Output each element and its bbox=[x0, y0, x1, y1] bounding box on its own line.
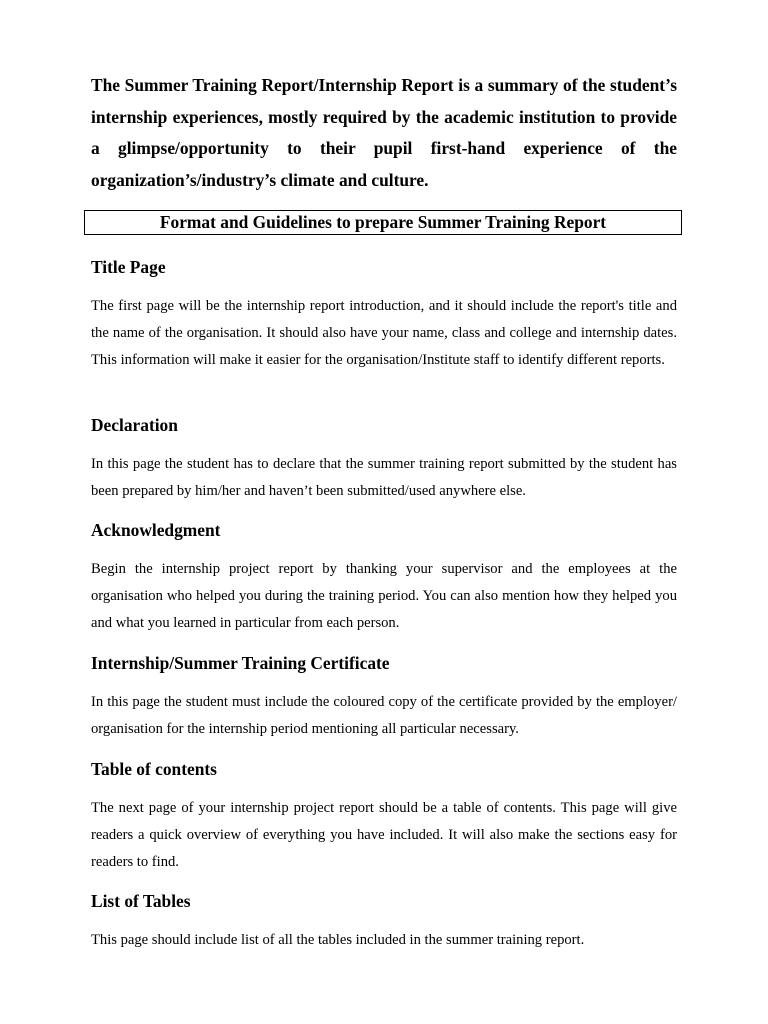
section-certificate bbox=[91, 651, 677, 743]
section-body: In this page the student has to declare that the summer training report submitted by the student has been prepared by him/her and haven’t been submitted/used anywhere else. bbox=[91, 456, 677, 499]
section-heading: Acknowledgment bbox=[91, 520, 221, 540]
section-title-page bbox=[91, 255, 677, 373]
section-list-of-tables bbox=[91, 889, 677, 954]
section-acknowledgment bbox=[91, 518, 677, 636]
format-guidelines-title: Format and Guidelines to prepare Summer Training Report bbox=[84, 210, 682, 235]
section-body: The first page will be the internship report introduction, and it should include the report's title and the name of the organisation. It should also have your name, class and college and internship dates. This information will make it easier for the organisation/Institute staff to identify different reports. bbox=[91, 298, 677, 368]
section-declaration bbox=[91, 413, 677, 505]
section-body: In this page the student must include the coloured copy of the certificate provided by the employer/ organisation for the internship period mentioning all particular necessary. bbox=[91, 694, 677, 737]
section-body: This page should include list of all the tables included in the summer training report. bbox=[91, 932, 585, 948]
section-heading: Title Page bbox=[91, 257, 166, 277]
section-heading: List of Tables bbox=[91, 891, 191, 911]
section-heading: Declaration bbox=[91, 415, 178, 435]
section-heading: Table of contents bbox=[91, 759, 217, 779]
section-body: The next page of your internship project report should be a table of contents. This page will give readers a quick overview of everything you have included. It will also make the sections easy for readers to find. bbox=[91, 800, 677, 870]
section-body: Begin the internship project report by thanking your supervisor and the employees at the organisation who helped you during the training period. You can also mention how they helped you and what you learned in particular from each person. bbox=[91, 561, 677, 631]
section-table-of-contents bbox=[91, 757, 677, 875]
intro-paragraph: The Summer Training Report/Internship Report is a summary of the student’s internship experiences, mostly required by the academic institution to provide a glimpse/opportunity to their pupil first-hand experience of the organization’s/industry’s climate and culture. bbox=[91, 75, 677, 190]
section-heading: Internship/Summer Training Certificate bbox=[91, 653, 390, 673]
